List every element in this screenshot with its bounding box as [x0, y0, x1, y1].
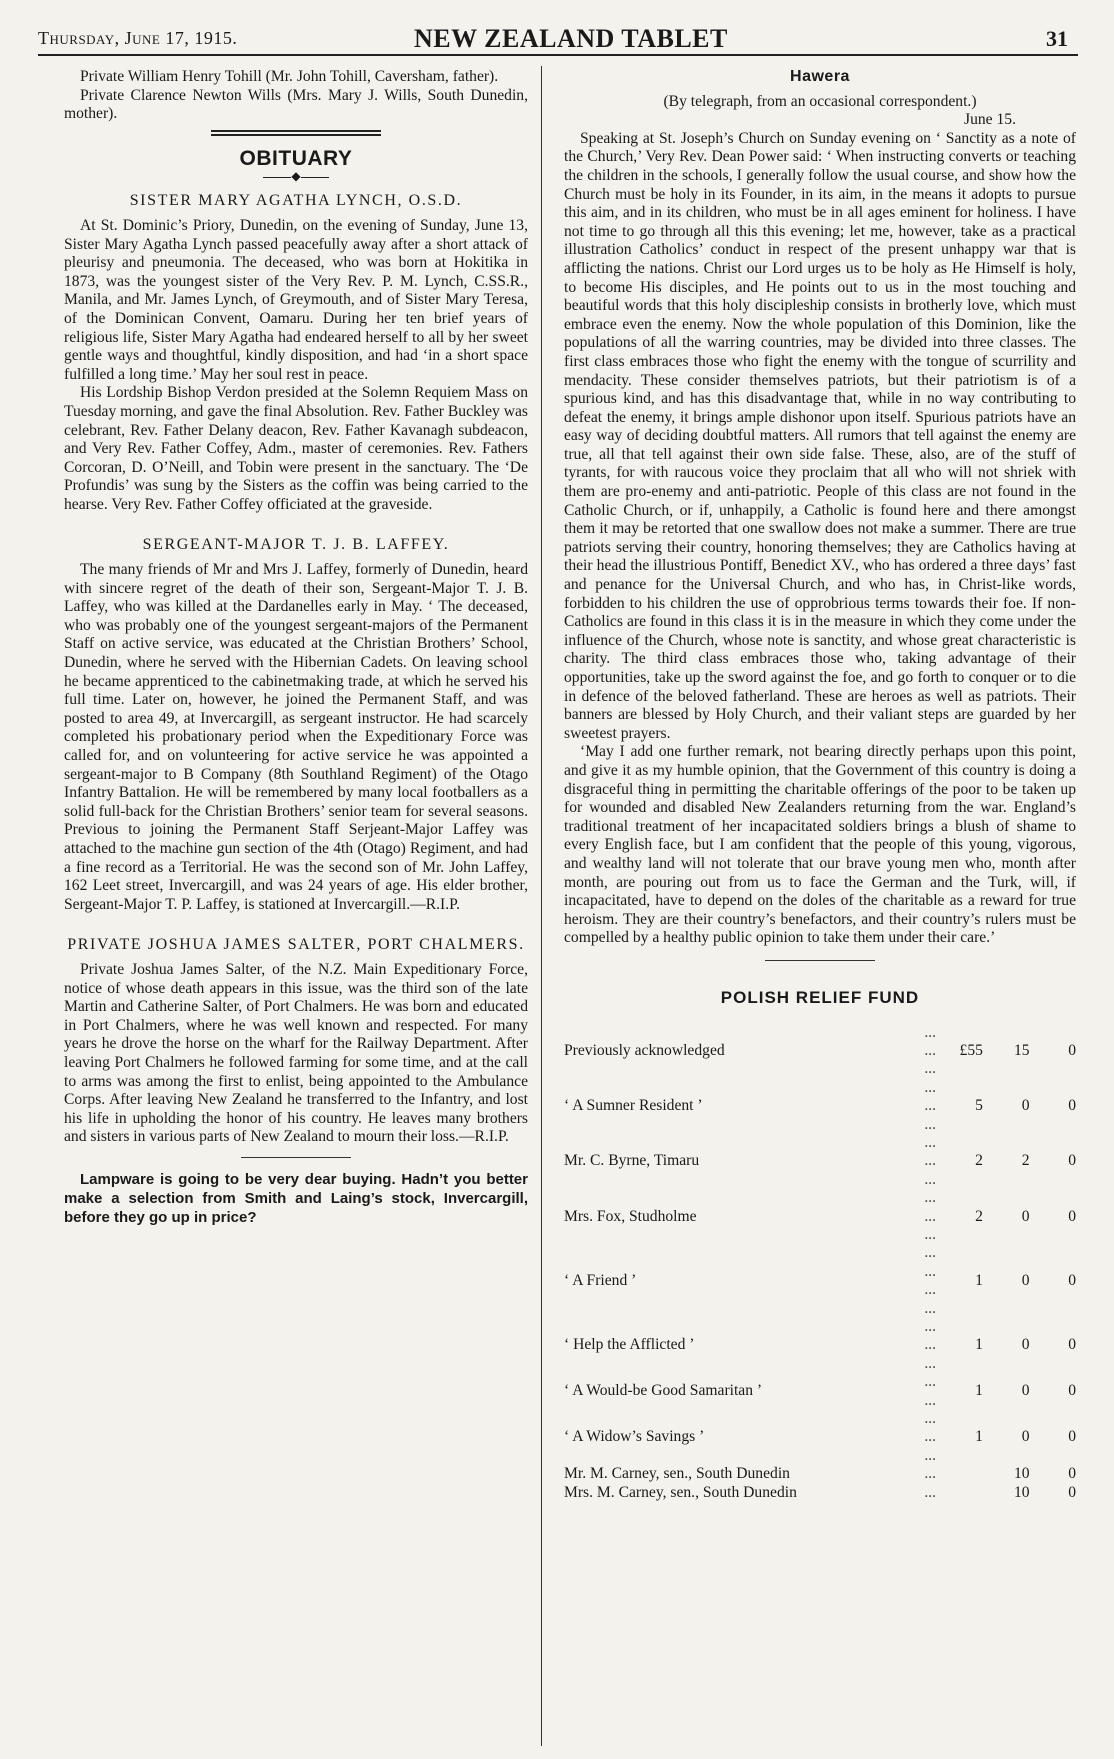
- fund-shillings: 15: [1013, 1041, 1030, 1059]
- fund-shillings: 0: [1021, 1097, 1030, 1115]
- fund-row: [564, 1410, 1076, 1465]
- fund-pounds: 2: [975, 1207, 983, 1225]
- fund-pence: 0: [1068, 1465, 1076, 1483]
- lynch-heading: SISTER MARY AGATHA LYNCH, O.S.D.: [129, 192, 463, 210]
- fund-shillings: 0: [1021, 1428, 1030, 1446]
- fund-row: [564, 1244, 1076, 1318]
- fund-donor-name: Mr. M. Carney, sen., South Dunedin: [564, 1465, 790, 1483]
- fund-pounds: [936, 1465, 983, 1483]
- fund-shillings: 0: [1021, 1207, 1030, 1225]
- right-column: [564, 68, 1076, 1502]
- fund-row: [564, 1484, 1076, 1502]
- fund-donor-name: Previously acknowledged: [564, 1041, 725, 1059]
- issue-date: Thursday, June 17, 1915.: [38, 28, 238, 48]
- fund-donor-name: ‘ Help the Afflicted ’: [564, 1336, 695, 1354]
- fund-row: [564, 1134, 1076, 1189]
- fund-pounds: 5: [975, 1097, 983, 1115]
- laffey-heading: SERGEANT-MAJOR T. J. B. LAFFEY.: [142, 536, 450, 554]
- fund-pence: 0: [1068, 1428, 1076, 1446]
- fund-heading: POLISH RELIEF FUND: [720, 987, 920, 1007]
- fund-pounds: 1: [975, 1428, 983, 1446]
- hawera-paragraph: ‘May I add one further remark, not bearing directly perhaps upon this point, and give it as my humble opinion, that the Government of this country is doing a disgraceful thing in permitting the charitable offerings of the poor to be taken up for wounded and disabled New Zealanders returning from the war. England’s traditional treatment of her incapacitated soldiers brings a blush of shame to every English face, but I am confident that the people of this young, vigorous, and wealthy land will not tolerate that our brave young men who, month after month, are pouring out from us to face the German and the Turk, will, if incapacitated, have to depend on the doles of the charitable as a reward for true heroism. They are their country’s benefactors, and their country’s rulers must be compelled by a healthy public opinion to take them under their care.’: [564, 743, 1076, 947]
- casualty-item: Private Clarence Newton Wills (Mrs. Mary J. Wills, South Dunedin, mother).: [64, 86, 528, 123]
- fund-donor-name: ‘ A Would-be Good Samaritan ’: [564, 1382, 763, 1400]
- lynch-paragraph: His Lordship Bishop Verdon presided at the Solemn Requiem Mass on Tuesday morning, and gave the final Absolution. Rev. Father Buckley was celebrant, Rev. Father Delany deacon, Rev. Father Kavanagh subdeacon, and Very Rev. Father Coffey, Adm., master of ceremonies. Rev. Fathers Corcoran, D. O’Neill, and Tobin were present in the sanctuary. The ‘De Profundis’ was sung by the Sisters as the coffin was being carried to the hearse. Very Rev. Father Coffey officiated at the graveside.: [64, 384, 528, 513]
- fund-pence: 0: [1068, 1152, 1076, 1170]
- fund-pence: 0: [1068, 1207, 1076, 1225]
- fund-pounds: 1: [975, 1336, 983, 1354]
- hawera-paragraph: Speaking at St. Joseph’s Church on Sunday evening on ‘ Sanctity as a note of the Church,’ Very Rev. Dean Power said: ‘ When instructing converts or teaching the children in the schools, I generally follow the usual course, and show how the Church must be holy in its Founder, in its aim, in the means it adopts to pursue this aim, and in its children, who must be in all ages eminent for holiness. I have not time to go through all this this evening; let me, however, take as a practical illustration Catholics’ conduct in respect of the present unhappy war that is afflicting the nations. Christ our Lord urges us to be holy as He Himself is holy, to become His disciples, and He points out to us in the most touching and beautiful words that this holy discipleship consists in brotherly love, which must embrace even the enemy. Now the whole population of this Dominion, like the populations of all the warring countries, may be divided into three classes. The first class embraces those who fight the enemy with the tongue of scurrility and mendacity. These consider themselves patriots, but their patriotism is of a spurious kind, and has this disadvantage that, while in no way contributing to defeat the enemy, it brings ample dishonor upon itself. Spurious patriots have an easy way of deciding doubtful matters. All rumors that tell against the enemy are true, all that tell against their own side false. These, also, are of the stuff of tyrants, for with raucous voice they proclaim that all who will not shriek with them are pro-enemy and anti-patriotic. People of this class are not found in the Catholic Church, or if, unhappily, a Catholic is found here and there amongst them it may be retorted that one swallow does not make a summer. There are true patriots serving their country, honoring themselves; they are Catholics having at their head the illustrious Pontiff, Benedict XV., who has ordered a three days’ fast and penance for the Universal Church, and who has, in Christ-like words, forbidden to his children the use of opprobrious terms towards their foe. If non-Catholics are found in this class it is in the measure in which they come under the influence of the Church, whose note is sanctity, and whose great characteristic is charity. The third class embraces those who, taking advantage of their opportunities, take up the sword against the foe, and go forth to conquer or to die in defence of the beloved fatherland. These are heroes as well as patriots. Their banners are blessed by Holy Church, and their valiant steps are guarded by her sweetest prayers.: [564, 129, 1076, 742]
- obituary-heading: OBITUARY: [239, 146, 353, 170]
- byline: (By telegraph, from an occasional correspondent.): [663, 92, 977, 110]
- fund-shillings: 10: [1013, 1483, 1030, 1501]
- fund-row: [564, 1373, 1076, 1410]
- fund-pounds: £55: [959, 1041, 983, 1059]
- dateline: June 15.: [964, 111, 1016, 129]
- fund-row: [564, 1465, 1076, 1483]
- fund-pence: 0: [1068, 1483, 1076, 1501]
- fund-donor-name: ‘ A Widow’s Savings ’: [564, 1428, 705, 1446]
- advertisement-text: Lampware is going to be very dear buying. Hadn’t you better make a selection from Smith and Laing’s stock, Invercargill, before they go up in price?: [64, 1170, 528, 1226]
- fund-shillings: 10: [1013, 1465, 1030, 1483]
- ornament-divider: ◆: [64, 170, 528, 182]
- fund-leader-dots: ... ...: [924, 1373, 937, 1409]
- fund-shillings: 2: [1021, 1152, 1030, 1170]
- fund-pence: 0: [1068, 1041, 1076, 1059]
- fund-row: [564, 1024, 1076, 1079]
- fund-leader-dots: ... ... ...: [924, 1189, 937, 1243]
- fund-leader-dots: ... ... ...: [924, 1318, 937, 1372]
- fund-table: [564, 1024, 1076, 1503]
- fund-row: [564, 1189, 1076, 1244]
- hawera-heading: Hawera: [790, 68, 850, 85]
- fund-pence: 0: [1068, 1271, 1076, 1289]
- fund-leader-dots: ... ... ...: [924, 1133, 937, 1188]
- fund-row: [564, 1079, 1076, 1134]
- fund-shillings: 0: [1021, 1336, 1030, 1354]
- fund-donor-name: Mrs. Fox, Studholme: [564, 1207, 697, 1225]
- fund-leader-dots: ...: [924, 1465, 937, 1483]
- fund-donor-name: ‘ A Sumner Resident ’: [564, 1097, 703, 1115]
- short-rule: [765, 960, 875, 961]
- fund-pounds: 2: [975, 1152, 983, 1170]
- fund-leader-dots: ... ... ...: [924, 1410, 937, 1464]
- fund-shillings: 0: [1021, 1271, 1030, 1289]
- fund-leader-dots: ... ... ...: [924, 1023, 937, 1078]
- fund-pence: 0: [1068, 1382, 1076, 1400]
- fund-leader-dots: ... ... ...: [924, 1078, 937, 1133]
- fund-donor-name: Mr. C. Byrne, Timaru: [564, 1152, 700, 1170]
- lynch-paragraph: At St. Dominic’s Priory, Dunedin, on the evening of Sunday, June 13, Sister Mary Agatha Lynch passed peacefully away after a short attack of pleurisy and pneumonia. The deceased, who was born at Hokitika in 1873, was the youngest sister of the Very Rev. P. M. Lynch, C.SS.R., Manila, and Mr. James Lynch, of Greymouth, and of Sister Mary Teresa, of the Dominican Convent, Oamaru. During her ten brief years of religious life, Sister Mary Agatha had endeared herself to all by her sweet gentle ways and thoughtful, kindly disposition, and had ‘in a short space fulfilled a long time.’ May her soul rest in peace.: [64, 216, 528, 383]
- fund-shillings: 0: [1021, 1382, 1030, 1400]
- fund-leader-dots: ... ... ... ...: [924, 1244, 937, 1317]
- fund-pounds: [936, 1484, 983, 1502]
- masthead: [38, 24, 1078, 56]
- laffey-paragraph: The many friends of Mr and Mrs J. Laffey, formerly of Dunedin, heard with sincere regret of the death of their son, Sergeant-Major T. J. B. Laffey, who was killed at the Dardanelles early in May. ‘ The deceased, who was probably one of the youngest sergeant-majors of the Permanent Staff on active service, was educated at the Christian Brothers’ School, Dunedin, where he served with the Hibernian Cadets. On leaving school he became apprenticed to the cabinetmaking trade, at which he served his full time. Later on, however, he joined the Permanent Staff, and was posted to area 49, at Invercargill, as sergeant instructor. He had scarcely completed his probationary period when the Expeditionary Force was called for, and on volunteering for active service he was appointed a sergeant-major to B Company (8th Southland Regiment) of the Otago Infantry Battalion. He will be remembered by many local footballers as a solid full-back for the Christian Brothers’ senior team for several seasons. Previous to joining the Permanent Staff Serjeant-Major Laffey was attached to the machine gun section of the 4th (Otago) Regiment, and had a fine record as a Territorial. He was the second son of Mr. John Laffey, 162 Leet street, Invercargill, and was 24 years of age. His elder brother, Sergeant-Major T. P. Laffey, is stationed at Invercargill.—R.I.P.: [64, 561, 528, 913]
- column-divider: [541, 66, 542, 1746]
- fund-pounds: 1: [975, 1271, 983, 1289]
- left-column: [64, 68, 528, 1227]
- casualty-item: Private William Henry Tohill (Mr. John Tohill, Caversham, father).: [80, 68, 499, 85]
- fund-leader-dots: ...: [924, 1483, 937, 1501]
- publication-title: NEW ZEALAND TABLET: [414, 24, 728, 53]
- page-number: 31: [1046, 26, 1068, 51]
- salter-heading: PRIVATE JOSHUA JAMES SALTER, PORT CHALMERS.: [67, 936, 525, 954]
- short-rule: [241, 1157, 351, 1158]
- fund-donor-name: Mrs. M. Carney, sen., South Dunedin: [564, 1483, 797, 1501]
- fund-pence: 0: [1068, 1097, 1076, 1115]
- fund-row: [564, 1318, 1076, 1373]
- fund-donor-name: ‘ A Friend ’: [564, 1271, 637, 1289]
- fund-pence: 0: [1068, 1336, 1076, 1354]
- salter-paragraph: Private Joshua James Salter, of the N.Z. Main Expeditionary Force, notice of whose death appears in this issue, was the third son of the late Martin and Catherine Salter, of Port Chalmers. He was born and educated in Port Chalmers, where he was well known and respected. For many years he drove the horse on the wharf for the Railway Department. After leaving Port Chalmers he followed farming for some time, and at the call to arms was among the first to enlist, being appointed to the Ambulance Corps. After leaving New Zealand he transferred to the Infantry, and lost his life in upholding the honor of his country. He leaves many brothers and sisters in various parts of New Zealand to mourn their loss.—R.I.P.: [64, 960, 528, 1146]
- section-rule: [211, 130, 381, 136]
- fund-pounds: 1: [975, 1382, 983, 1400]
